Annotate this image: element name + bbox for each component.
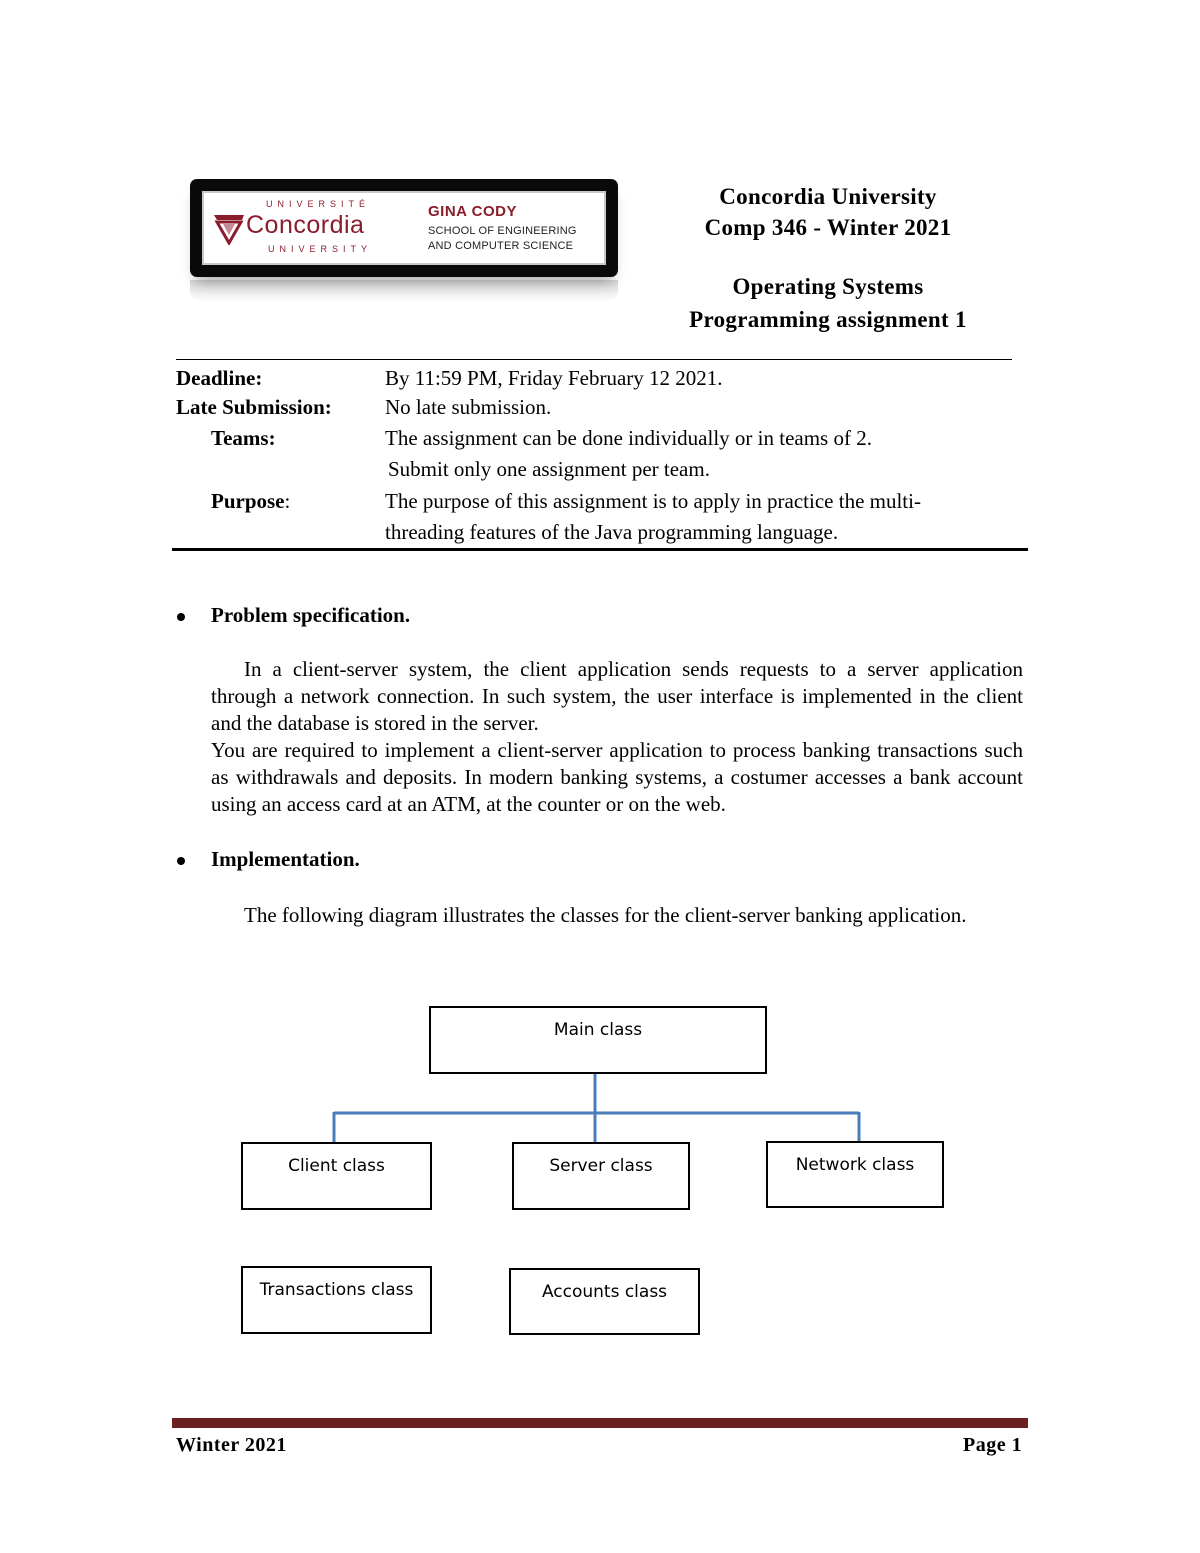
deadline-value: By 11:59 PM, Friday February 12 2021. [385, 366, 723, 390]
teams-value-line-2: Submit only one assignment per team. [388, 457, 710, 481]
teams-value-line-1: The assignment can be done individually or in teams of 2. [385, 426, 872, 450]
transactions-class-box [241, 1266, 432, 1334]
logo-school-line-1: SCHOOL OF ENGINEERING [428, 225, 577, 237]
main-class-box [429, 1006, 767, 1074]
problem-specification-heading: Problem specification. [211, 603, 411, 627]
logo-gina-cody-text: GINA CODY [428, 203, 517, 220]
logo-school-line-2: AND COMPUTER SCIENCE [428, 240, 574, 252]
client-class-label: Client class [288, 1156, 385, 1176]
network-class-label: Network class [795, 1155, 915, 1175]
logo-universite-text: UNIVERSITÉ [266, 199, 371, 209]
transactions-class-label: Transactions class [259, 1280, 414, 1300]
server-class-label: Server class [549, 1156, 653, 1176]
footer-term: Winter 2021 [176, 1434, 287, 1456]
accounts-class-label: Accounts class [541, 1282, 668, 1302]
accounts-class-box [509, 1268, 700, 1335]
problem-paragraph-2: You are required to implement a client-server application to process banking transactions such as withdrawals and deposits. In modern banking systems, a costumer accesses a bank account using an access card at an ATM, at the counter or on the web. [211, 738, 1023, 817]
header-university: Concordia University [719, 184, 937, 209]
header-course: Comp 346 - Winter 2021 [704, 215, 952, 240]
server-class-box [512, 1142, 690, 1210]
header-subject: Operating Systems [732, 274, 924, 299]
implementation-paragraph: The following diagram illustrates the classes for the client-server banking application. [244, 903, 967, 927]
logo-concordia-text: Concordia [246, 211, 365, 239]
footer-page-number: Page 1 [963, 1434, 1023, 1456]
problem-paragraph-1: In a client-server system, the client application sends requests to a server application through a network connection. In such system, the user interface is implemented in the client and the database is stored in the server. [211, 657, 1023, 736]
logo-university-text: UNIVERSITY [268, 244, 373, 254]
network-class-box [766, 1141, 944, 1208]
client-class-box [241, 1142, 432, 1210]
header-assignment: Programming assignment 1 [689, 307, 967, 332]
late-submission-label: Late Submission: [176, 395, 332, 419]
teams-label: Teams: [211, 426, 276, 450]
purpose-label-text: Purpose [211, 489, 285, 513]
deadline-label: Deadline: [176, 366, 263, 390]
implementation-heading: Implementation. [211, 847, 360, 871]
late-submission-value: No late submission. [385, 395, 552, 419]
main-class-label: Main class [553, 1020, 643, 1040]
purpose-value-line-2: threading features of the Java programming language. [385, 520, 839, 544]
footer-rule [172, 1418, 1028, 1428]
purpose-value-line-1: The purpose of this assignment is to apply in practice the multi- [385, 489, 921, 513]
purpose-label-colon: : [284, 489, 291, 513]
